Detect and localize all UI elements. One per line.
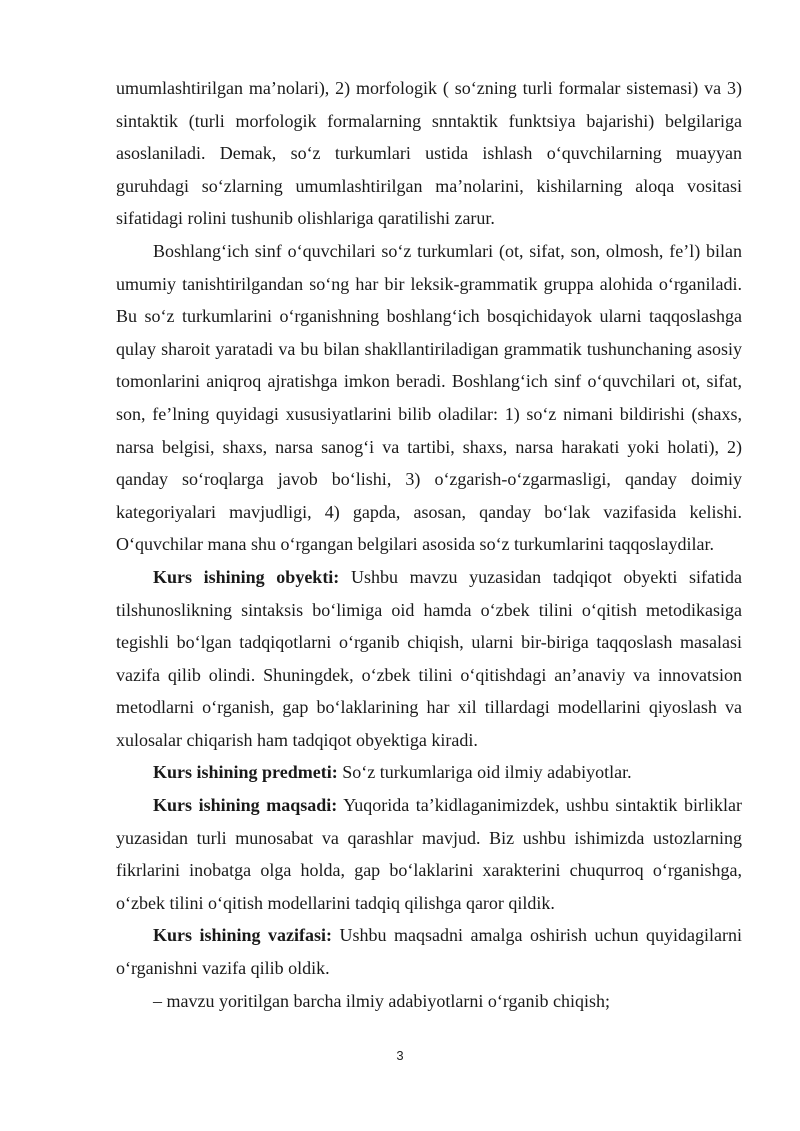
- paragraph-text: umumlashtirilgan ma’nolari), 2) morfologik ( so‘zning turli formalar sistemasi) va 3) sintaktik (turli morfologik formalarning snntaktik funktsiya bajarishi) belgilariga asoslaniladi. Demak, so‘z turkumlari ustida ishlash o‘quvchilarning muayyan guruhdagi so‘zlarning umumlashtirilgan ma’nolarini, kishilarning aloqa vositasi sifatidagi rolini tushunib olishlariga qaratilishi zarur.: [116, 78, 742, 229]
- paragraph-text: Boshlang‘ich sinf o‘quvchilari so‘z turkumlari (ot, sifat, son, olmosh, fe’l) bilan umumiy tanishtirilgandan so‘ng har bir leksik-grammatik gruppa alohida o‘rganiladi. Bu so‘z turkumlarini o‘rganishning boshlang‘ich bosqichidayok ularni taqqoslashga qulay sharoit yaratadi va bu bilan shakllantiriladigan grammatik tushunchaning asosiy tomonlarini aniqroq ajratishga imkon beradi. Boshlang‘ich sinf o‘quvchilari ot, sifat, son, fe’lning quyidagi xususiyatlarini bilib oladilar: 1) so‘z nimani bildirishi (shaxs, narsa belgisi, shaxs, narsa sanog‘i va tartibi, shaxs, narsa harakati yoki holati), 2) qanday so‘roqlarga javob bo‘lishi, 3) o‘zgarish-o‘zgarmasligi, qanday doimiy kategoriyalari mavjudligi, 4) gapda, asosan, qanday bo‘lak vazifasida kelishi. O‘quvchilar mana shu o‘rgangan belgilari asosida so‘z turkumlarini taqqoslaydilar.: [116, 240, 742, 555]
- paragraph-text: So‘z turkumlariga oid ilmiy adabiyotlar.: [337, 762, 632, 783]
- page-number: 3: [396, 1048, 404, 1063]
- body-text: [116, 72, 742, 1017]
- paragraph-heading: Kurs ishining predmeti:: [153, 762, 338, 783]
- paragraph: [116, 985, 742, 1018]
- paragraph: [116, 756, 742, 789]
- paragraph-text: Ushbu mavzu yuzasidan tadqiqot obyekti sifatida tilshunoslikning sintaksis bo‘limiga oid hamda o‘zbek tilini o‘qitish metodikasiga tegishli bo‘lgan tadqiqotlarni o‘rganib chiqish, ularni bir-biriga taqqoslash masalasi vazifa qilib olindi. Shuningdek, o‘zbek tilini o‘qitishdagi an’anaviy va innovatsion metodlarni o‘rganish, gap bo‘laklarining har xil tillardagi modellarini qiyoslash va xulosalar chiqarish ham tadqiqot obyektiga kiradi.: [116, 566, 743, 750]
- paragraph-text: – mavzu yoritilgan barcha ilmiy adabiyotlarni o‘rganib chiqish;: [153, 990, 611, 1011]
- paragraph-text: Ushbu maqsadni amalga oshirish uchun quyidagilarni o‘rganishni vazifa qilib oldik.: [116, 925, 743, 979]
- paragraph-heading: Kurs ishining obyekti:: [153, 566, 340, 587]
- paragraph: [116, 919, 742, 984]
- paragraph-heading: Kurs ishining maqsadi:: [153, 795, 338, 816]
- paragraph: [116, 235, 742, 561]
- paragraph: [116, 789, 742, 919]
- paragraph: [116, 561, 742, 757]
- paragraph-text: Yuqorida ta’kidlaganimizdek, ushbu sintaktik birliklar yuzasidan turli munosabat va qarashlar mavjud. Biz ushbu ishimizda ustozlarning fikrlarini inobatga olga holda, gap bo‘laklarini xarakterini chuqurroq o‘rganishga, o‘zbek tilini o‘qitish modellarini tadqiq qilishga qaror qildik.: [116, 795, 742, 913]
- paragraph-heading: Kurs ishining vazifasi:: [153, 925, 333, 946]
- paragraph: [116, 72, 742, 235]
